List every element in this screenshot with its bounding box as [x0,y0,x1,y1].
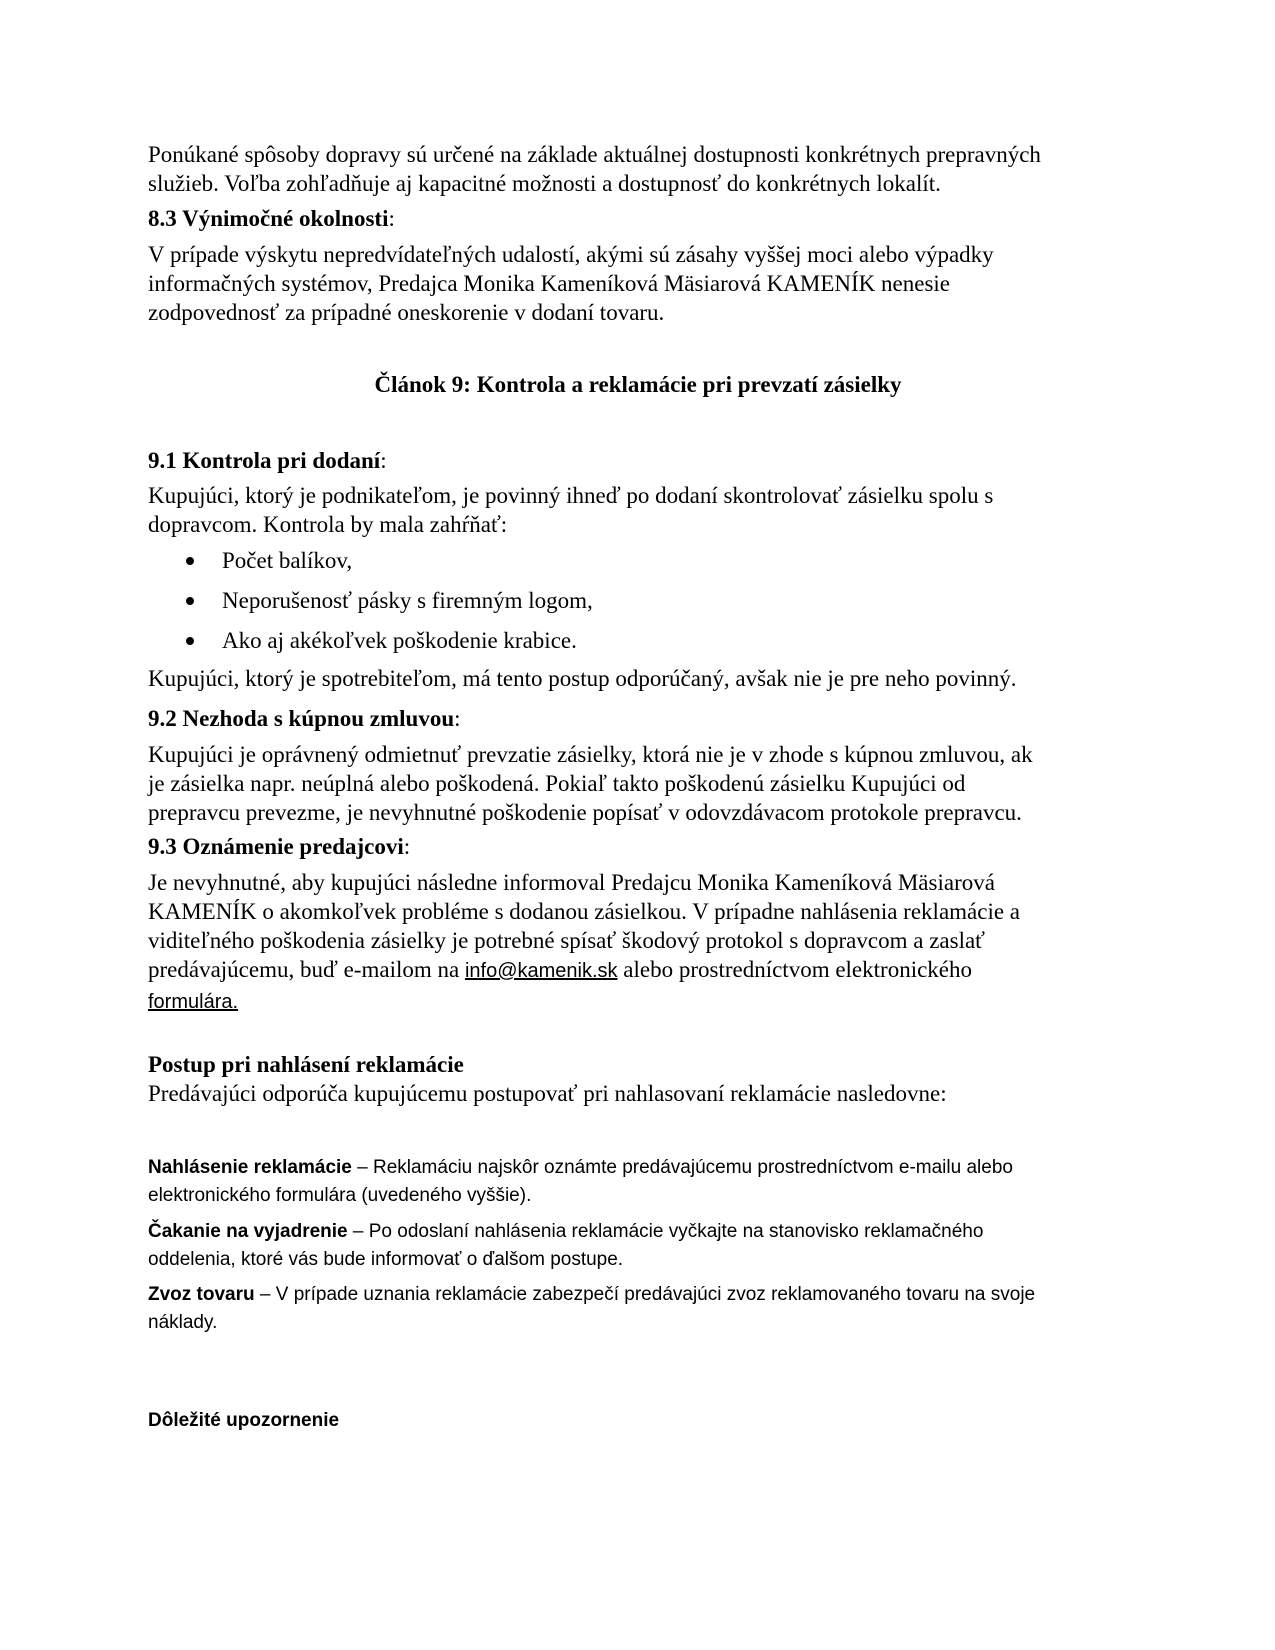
bullet-icon [186,637,194,645]
procedure-heading: Postup pri nahlásení reklamácie [148,1052,464,1077]
section-9-2-paragraph [148,740,1128,827]
step-title: Nahlásenie reklamácie [148,1157,352,1178]
section-9-1-paragraph [148,481,1128,539]
procedure-step-3 [148,1281,1128,1337]
procedure-step-2 [148,1218,1128,1274]
section-9-1-title: 9.1 Kontrola pri dodaní [148,448,381,473]
bullet-icon [186,597,194,605]
section-8-3-line-2: informačných systémov, Predajca Monika Kameníková Mäsiarová KAMENÍK nenesie [148,271,951,296]
bullet-icon [186,557,194,565]
section-8-3-title: 8.3 Výnimočné okolnosti [148,206,389,231]
list-item [148,546,1128,586]
section-9-1-heading [148,446,1128,475]
procedure-step-1 [148,1154,1128,1210]
section-9-1-bullet-list [148,546,1128,666]
step-line-1: Po odoslaní nahlásenia reklamácie vyčkajte na stanovisko reklamačného [368,1221,984,1242]
list-item [148,626,1128,666]
email-link[interactable]: info@kamenik.sk [464,960,618,982]
intro-paragraph [148,140,1128,198]
section-9-3-title: 9.3 Oznámenie predajcovi [148,834,404,859]
form-link[interactable]: formulára. [148,991,239,1013]
section-9-1-line-1: Kupujúci, ktorý je podnikateľom, je povinný ihneď po dodaní skontrolovať zásielku spolu s [148,483,994,508]
section-9-1-note: Kupujúci, ktorý je spotrebiteľom, má tento postup odporúčaný, avšak nie je pre neho povinný. [148,666,1017,691]
bullet-text: Počet balíkov, [222,548,353,573]
section-9-3-colon: : [403,834,411,859]
step-title: Čakanie na vyjadrenie [148,1221,348,1242]
bullet-text: Ako aj akékoľvek poškodenie krabice. [222,628,577,653]
article-9-title: Článok 9: Kontrola a reklamácie pri prevzatí zásielky [374,372,902,397]
section-9-3-line-4-post: alebo prostredníctvom elektronického [617,957,972,982]
procedure-heading-block [148,1050,1128,1108]
section-8-3-line-1: V prípade výskytu nepredvídateľných udalostí, akými sú zásahy vyššej moci alebo výpadky [148,242,994,267]
procedure-intro: Predávajúci odporúča kupujúcemu postupovať pri nahlasovaní reklamácie nasledovne: [148,1081,947,1106]
section-9-2-title: 9.2 Nezhoda s kúpnou zmluvou [148,706,455,731]
step-dash: – [347,1221,369,1242]
section-9-3-line-3: viditeľného poškodenia zásielky je potrebné spísať škodový protokol s dopravcom a zaslať [148,928,985,953]
step-line-1: V prípade uznania reklamácie zabezpečí predávajúci zvoz reklamovaného tovaru na svoje [275,1284,1036,1305]
section-9-3-line-4-pre: predávajúcemu, buď e-mailom na [148,957,465,982]
section-9-3-line-2: KAMENÍK o akomkoľvek probléme s dodanou zásielkou. V prípadne nahlásenia reklamácie a [148,899,1021,924]
step-line-2: elektronického formulára (uvedeného vyššie). [148,1185,532,1206]
step-line-2: náklady. [148,1312,218,1333]
section-9-2-heading [148,704,1128,733]
section-9-1-line-2: dopravcom. Kontrola by mala zahŕňať: [148,512,508,537]
section-8-3-line-3: zodpovednosť za prípadné oneskorenie v dodaní tovaru. [148,300,665,325]
bullet-text: Neporušenosť pásky s firemným logom, [222,588,593,613]
step-line-1: Reklamáciu najskôr oznámte predávajúcemu prostredníctvom e-mailu alebo [372,1157,1013,1178]
step-title: Zvoz tovaru [148,1284,255,1305]
step-dash: – [351,1157,373,1178]
intro-line-2: služieb. Voľba zohľadňuje aj kapacitné možnosti a dostupnosť do konkrétnych lokalít. [148,171,941,196]
section-9-2-line-3: prepravcu prevezme, je nevyhnutné poškodenie popísať v odovzdávacom protokole prepravcu. [148,800,1022,825]
step-line-2: oddelenia, ktoré vás bude informovať o ďalšom postupe. [148,1249,624,1270]
section-9-3-heading [148,832,1128,861]
section-8-3-colon: : [388,206,395,231]
section-9-2-line-2: je zásielka napr. neúplná alebo poškodená. Pokiaľ takto poškodenú zásielku Kupujúci od [148,771,966,796]
section-9-3-paragraph [148,868,1128,1017]
list-item [148,586,1128,626]
section-8-3-paragraph [148,240,1128,327]
section-9-3-line-1: Je nevyhnutné, aby kupujúci následne informoval Predajcu Monika Kameníková Mäsiarová [148,870,995,895]
section-8-3-heading [148,204,1128,233]
section-9-1-colon: : [380,448,387,473]
section-9-2-colon: : [454,706,461,731]
intro-line-1: Ponúkané spôsoby dopravy sú určené na základe aktuálnej dostupnosti konkrétnych prepravných [148,142,1041,167]
section-9-2-line-1: Kupujúci je oprávnený odmietnuť prevzatie zásielky, ktorá nie je v zhode s kúpnou zmluvou, ak [148,742,1033,767]
step-dash: – [254,1284,276,1305]
important-heading: Dôležité upozornenie [148,1410,340,1431]
